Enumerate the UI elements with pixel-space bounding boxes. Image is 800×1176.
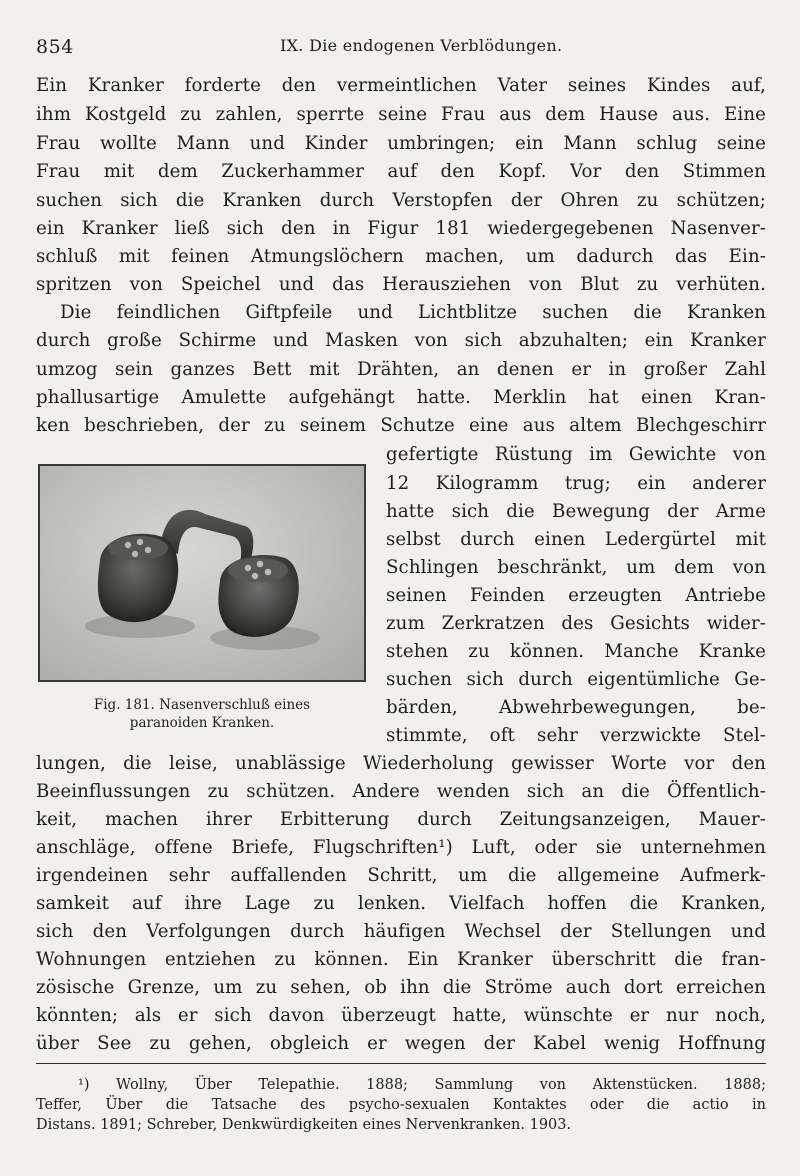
- text-line: zösische Grenze, um zu sehen, ob ihn die Ströme auch dort erreichen: [36, 977, 766, 998]
- text-line: 12 Kilogramm trug; ein anderer: [386, 473, 766, 494]
- text-line: bärden, Abwehrbewegungen, be-: [386, 697, 766, 718]
- figure-caption-line: Fig. 181. Nasenverschluß eines: [93, 697, 311, 713]
- text-line: könnten; als er sich davon überzeugt hatte, wünschte er nur noch,: [36, 1005, 766, 1026]
- text-line: Frau mit dem Zuckerhammer auf den Kopf. Vor den Stimmen: [36, 161, 766, 182]
- text-line: lungen, die leise, unablässige Wiederholung gewisser Worte vor den: [36, 753, 766, 774]
- text-line: umzog sein ganzes Bett mit Drähten, an denen er in großer Zahl: [36, 359, 766, 380]
- text-line: irgendeinen sehr auffallenden Schritt, um die allgemeine Aufmerk-: [36, 865, 766, 886]
- footnote-line: ¹) Wollny, Über Telepathie. 1888; Sammlung von Aktenstücken. 1888;: [78, 1077, 766, 1093]
- text-line: Frau wollte Mann und Kinder umbringen; ein Mann schlug seine: [36, 133, 766, 154]
- text-line: Schlingen beschränkt, um dem von: [386, 557, 766, 578]
- text-line: suchen sich die Kranken durch Verstopfen der Ohren zu schützen;: [36, 190, 766, 211]
- text-line: Ein Kranker forderte den vermeintlichen Vater seines Kindes auf,: [36, 75, 766, 96]
- text-line: Die feindlichen Giftpfeile und Lichtblitze suchen die Kranken: [60, 302, 766, 323]
- text-line: phallusartige Amulette aufgehängt hatte. Merklin hat einen Kran-: [36, 387, 766, 408]
- text-line: stimmte, oft sehr verzwickte Stel-: [386, 725, 766, 746]
- footnote-line: Teffer, Über die Tatsache des psycho-sexualen Kontaktes oder die actio in: [36, 1097, 766, 1113]
- text-line: seinen Feinden erzeugten Antriebe: [386, 585, 766, 606]
- text-line: Wohnungen entziehen zu können. Ein Kranker überschritt die fran-: [36, 949, 766, 970]
- running-head: IX. Die endogenen Verblödungen.: [280, 36, 563, 55]
- text-line: ihm Kostgeld zu zahlen, sperrte seine Frau aus dem Hause aus. Eine: [36, 104, 766, 125]
- text-line: ein Kranker ließ sich den in Figur 181 wiedergegebenen Nasenver-: [36, 218, 766, 239]
- figure-photo-nasal-closure: [38, 464, 366, 682]
- text-line: schluß mit feinen Atmungslöchern machen, um dadurch das Ein-: [36, 246, 766, 267]
- page-header: [36, 36, 766, 66]
- text-line: selbst durch einen Ledergürtel mit: [386, 529, 766, 550]
- text-line: durch große Schirme und Masken von sich abzuhalten; ein Kranker: [36, 330, 766, 351]
- footnote-line: Distans. 1891; Schreber, Denkwürdigkeiten eines Nervenkranken. 1903.: [36, 1117, 572, 1133]
- figure-caption-line: paranoiden Kranken.: [129, 715, 275, 731]
- text-line: anschläge, offene Briefe, Flugschriften¹) Luft, oder sie unternehmen: [36, 837, 766, 858]
- text-line: Beeinflussungen zu schützen. Andere wenden sich an die Öffentlich-: [36, 781, 766, 802]
- page-number: 854: [36, 36, 74, 58]
- text-line: ken beschrieben, der zu seinem Schutze eine aus altem Blechgeschirr: [36, 415, 766, 436]
- text-line: spritzen von Speichel und das Herausziehen von Blut zu verhüten.: [36, 274, 766, 295]
- text-line: stehen zu können. Manche Kranke: [386, 641, 766, 662]
- text-line: über See zu gehen, obgleich er wegen der Kabel wenig Hoffnung: [36, 1033, 766, 1054]
- text-line: zum Zerkratzen des Gesichts wider-: [386, 613, 766, 634]
- text-line: keit, machen ihrer Erbitterung durch Zeitungsanzeigen, Mauer-: [36, 809, 766, 830]
- text-line: suchen sich durch eigentümliche Ge-: [386, 669, 766, 690]
- text-line: gefertigte Rüstung im Gewichte von: [386, 444, 766, 465]
- footnote-divider: [36, 1063, 766, 1064]
- text-line: hatte sich die Bewegung der Arme: [386, 501, 766, 522]
- text-line: samkeit auf ihre Lage zu lenken. Vielfach hoffen die Kranken,: [36, 893, 766, 914]
- text-line: sich den Verfolgungen durch häufigen Wechsel der Stellungen und: [36, 921, 766, 942]
